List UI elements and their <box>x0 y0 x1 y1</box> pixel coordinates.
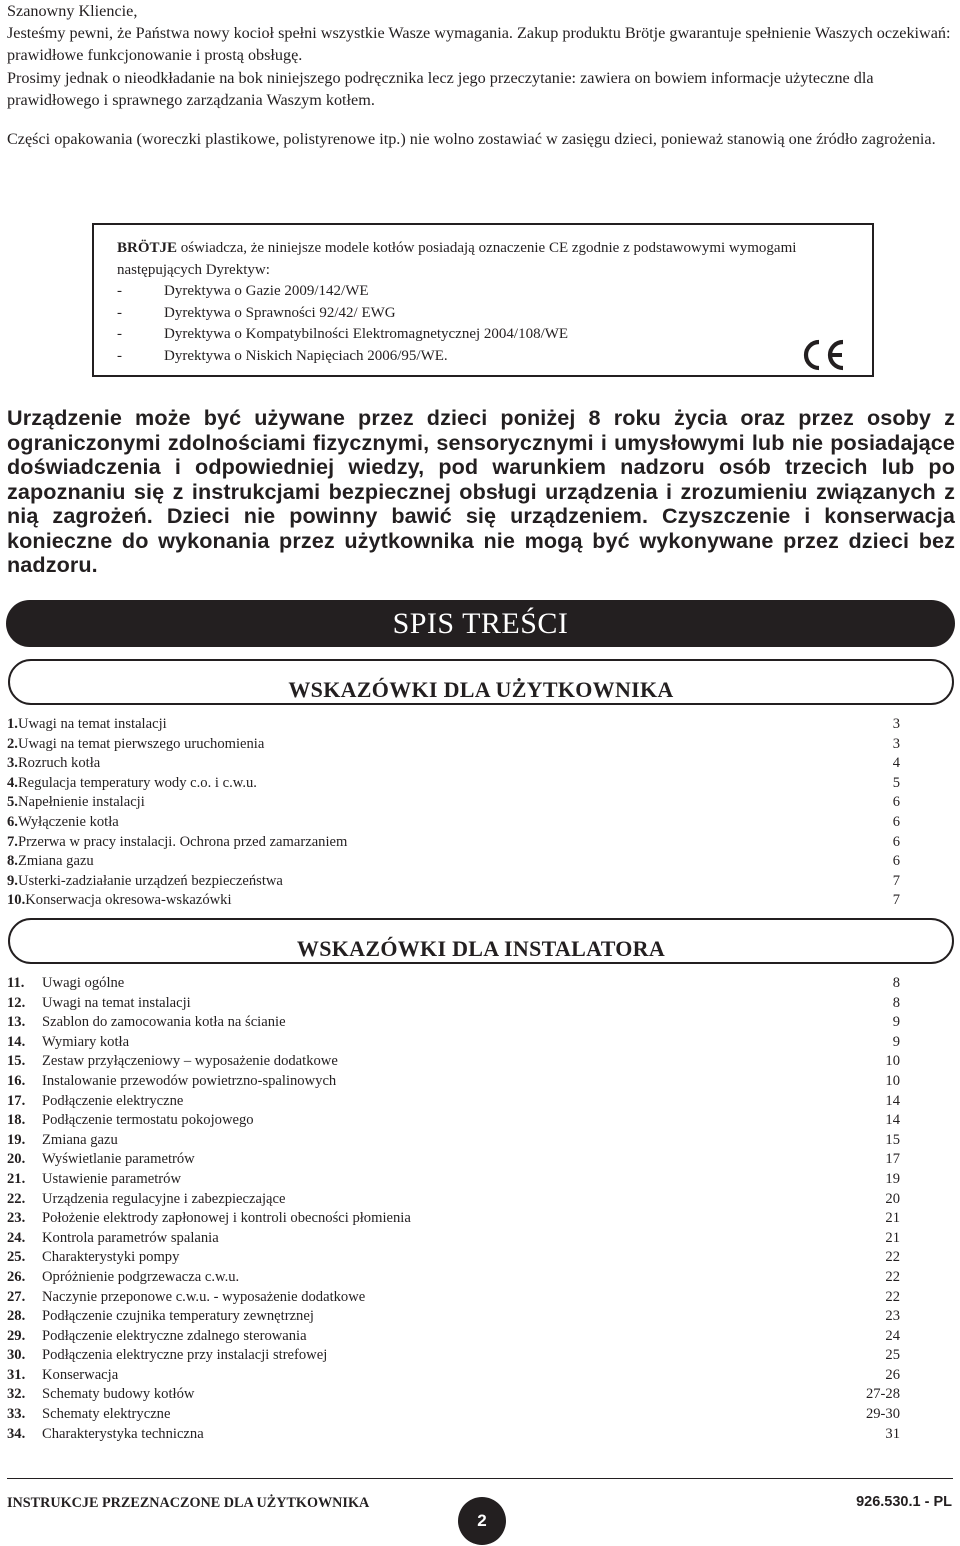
toc-entry-title: Podłączenie termostatu pokojowego <box>42 1112 254 1129</box>
toc-entry-page: 22 <box>885 1249 900 1266</box>
toc-entry-number: 8. <box>7 853 18 870</box>
user-section-heading <box>8 659 954 705</box>
toc-entry-number: 34. <box>7 1425 26 1442</box>
toc-entry-page: 7 <box>892 892 900 909</box>
toc-entry-page: 6 <box>892 833 900 850</box>
directive-text: Dyrektywa o Sprawności 92/42/ EWG <box>164 304 396 321</box>
toc-entry-title: Instalowanie przewodów powietrzno-spalinowych <box>42 1072 337 1089</box>
toc-entry-number: 22. <box>7 1190 26 1207</box>
toc-entry-page: 4 <box>892 755 900 772</box>
toc-entry-title: Przerwa w pracy instalacji. Ochrona przed zamarzaniem <box>17 833 348 850</box>
toc-entry-page: 14 <box>885 1092 900 1109</box>
toc-entry-page: 3 <box>892 735 900 752</box>
toc-entry-number: 1. <box>7 716 18 732</box>
toc-entry[interactable] <box>7 872 900 892</box>
toc-entry-number: 11. <box>7 975 25 991</box>
intro-paragraph-1: Jesteśmy pewni, że Państwa nowy kocioł spełni wszystkie Wasze wymagania. Zakup produktu Brötje gwarantuje spełnienie Waszych oczekiwań: prawidłowe funkcjonowanie i prostą obsługę. <box>7 24 951 65</box>
toc-entry-number: 13. <box>7 1014 26 1031</box>
toc-entry-page: 10 <box>885 1053 900 1070</box>
toc-entry[interactable] <box>7 1307 900 1327</box>
toc-entry-number: 14. <box>7 1033 26 1050</box>
toc-entry-number: 6. <box>7 813 18 830</box>
directive-item <box>117 324 857 346</box>
toc-entry[interactable] <box>7 1052 900 1072</box>
installer-toc-list <box>7 974 900 1444</box>
toc-entry-page: 8 <box>892 975 900 991</box>
toc-entry[interactable] <box>7 1092 900 1112</box>
intro-section <box>7 0 955 150</box>
toc-entry-page: 25 <box>885 1347 900 1364</box>
toc-entry-page: 26 <box>885 1366 900 1383</box>
toc-entry-page: 22 <box>885 1288 900 1305</box>
toc-entry-number: 17. <box>7 1092 26 1109</box>
toc-entry[interactable] <box>7 1327 900 1347</box>
toc-entry-title: Zmiana gazu <box>17 853 94 870</box>
toc-entry[interactable] <box>7 852 900 872</box>
toc-entry-title: Charakterystyka techniczna <box>42 1425 204 1442</box>
toc-entry-title: Rozruch kotła <box>17 755 101 772</box>
installer-section-heading <box>8 918 954 964</box>
directive-item <box>117 281 857 303</box>
toc-entry-number: 28. <box>7 1308 26 1325</box>
toc-entry-page: 19 <box>885 1170 900 1187</box>
toc-entry-page: 6 <box>892 853 900 870</box>
brand-name: BRÖTJE <box>117 240 178 256</box>
toc-entry-title: Charakterystyki pompy <box>42 1249 180 1266</box>
toc-entry-number: 21. <box>7 1170 26 1187</box>
ce-declaration-text <box>117 238 857 368</box>
ce-mark-icon <box>800 338 846 372</box>
toc-entry-page: 23 <box>885 1308 900 1325</box>
toc-entry[interactable] <box>7 1111 900 1131</box>
toc-entry-title: Wymiary kotła <box>42 1033 130 1050</box>
toc-entry-number: 31. <box>7 1366 26 1383</box>
intro-paragraph-2: Prosimy jednak o nieodkładanie na bok niniejszego podręcznika lecz jego przeczytanie: zawiera on bowiem informacje użyteczne dla prawidłowego i sprawnego zarządzania Waszym kotłem. <box>7 68 874 109</box>
toc-entry-page: 22 <box>885 1268 900 1285</box>
toc-entry-title: Uwagi na temat instalacji <box>17 716 167 732</box>
toc-entry-title: Regulacja temperatury wody c.o. i c.w.u. <box>17 774 257 791</box>
toc-entry-number: 23. <box>7 1210 26 1227</box>
toc-entry[interactable] <box>7 813 900 833</box>
toc-entry-number: 16. <box>7 1072 26 1089</box>
toc-entry-page: 17 <box>885 1151 900 1168</box>
toc-entry-number: 10. <box>7 892 26 909</box>
toc-entry-number: 15. <box>7 1053 26 1070</box>
directive-dash: - <box>117 283 122 300</box>
toc-entry[interactable] <box>7 715 900 735</box>
toc-entry-number: 25. <box>7 1249 26 1266</box>
toc-entry-page: 6 <box>892 794 900 811</box>
toc-entry[interactable] <box>7 1072 900 1092</box>
toc-entry[interactable] <box>7 1170 900 1190</box>
toc-entry-page: 9 <box>892 1033 900 1050</box>
toc-entry-title: Uwagi na temat pierwszego uruchomienia <box>17 735 265 752</box>
toc-entry-title: Usterki-zadziałanie urządzeń bezpieczeństwa <box>17 872 283 889</box>
declaration-statement <box>117 238 857 281</box>
directive-dash: - <box>117 326 122 343</box>
toc-entry-number: 32. <box>7 1386 26 1403</box>
toc-entry[interactable] <box>7 1288 900 1308</box>
toc-entry-number: 7. <box>7 833 18 850</box>
toc-entry[interactable] <box>7 1385 900 1405</box>
toc-entry[interactable] <box>7 891 900 911</box>
toc-entry-page: 29-30 <box>865 1406 900 1423</box>
directive-item <box>117 346 857 368</box>
toc-entry[interactable] <box>7 1405 900 1425</box>
toc-entry-page: 27-28 <box>865 1386 900 1403</box>
child-safety-warning: Urządzenie może być używane przez dzieci poniżej 8 roku życia oraz przez osoby z ograniczonymi zdolnościami fizycznymi, sensorycznymi i umysłowymi lub nie posiadające doświadczenia i odpowiedniej wiedzy, pod warunkiem nadzoru osób trzecich lub po zapoznaniu się z instrukcjami bezpiecznej obsługi urządzenia i zrozumieniu związanych z nią zagrożeń. Dzieci nie powinny bawić się urządzeniem. Czyszczenie i konserwacja konieczne do wykonania przez użytkownika nie mogą być wykonywane przez dzieci bez nadzoru. <box>7 405 955 577</box>
toc-entry-page: 6 <box>892 813 900 830</box>
toc-entry-title: Kontrola parametrów spalania <box>42 1229 219 1246</box>
toc-entry[interactable] <box>7 833 900 853</box>
toc-entry-title: Podłączenie elektryczne <box>42 1092 184 1109</box>
toc-entry-title: Położenie elektrody zapłonowej i kontroli obecności płomienia <box>42 1210 411 1227</box>
toc-entry-title: Wyłączenie kotła <box>17 813 119 830</box>
toc-entry-page: 14 <box>885 1112 900 1129</box>
toc-entry-page: 24 <box>885 1327 900 1344</box>
toc-entry[interactable] <box>7 1425 900 1445</box>
toc-entry-number: 27. <box>7 1288 26 1305</box>
toc-entry-title: Urządzenia regulacyjne i zabezpieczające <box>42 1190 286 1207</box>
toc-entry-page: 31 <box>885 1425 900 1442</box>
toc-entry-number: 3. <box>7 755 18 772</box>
directive-text: Dyrektywa o Niskich Napięciach 2006/95/WE. <box>164 347 448 364</box>
toc-entry-number: 29. <box>7 1327 26 1344</box>
toc-entry-number: 30. <box>7 1347 26 1364</box>
toc-entry-title: Szablon do zamocowania kotła na ścianie <box>42 1014 286 1031</box>
footer-divider <box>7 1478 953 1479</box>
toc-entry-title: Podłączenie czujnika temperatury zewnętrznej <box>42 1308 314 1325</box>
toc-entry-number: 18. <box>7 1112 26 1129</box>
toc-entry-number: 26. <box>7 1268 26 1285</box>
toc-entry-number: 4. <box>7 774 18 791</box>
toc-entry-title: Schematy budowy kotłów <box>42 1386 195 1403</box>
document-code: 926.530.1 - PL <box>856 1494 952 1510</box>
toc-entry-title: Konserwacja okresowa-wskazówki <box>25 892 232 909</box>
table-of-contents-title: SPIS TREŚCI <box>6 600 955 647</box>
toc-entry-page: 9 <box>892 1014 900 1031</box>
toc-entry[interactable] <box>7 1248 900 1268</box>
directive-dash: - <box>117 304 122 321</box>
toc-entry-page: 10 <box>885 1072 900 1089</box>
toc-entry[interactable] <box>7 994 900 1014</box>
toc-entry[interactable] <box>7 1013 900 1033</box>
toc-entry-page: 7 <box>892 872 900 889</box>
toc-entry-title: Schematy elektryczne <box>42 1406 171 1423</box>
directive-dash: - <box>117 347 122 364</box>
toc-entry[interactable] <box>7 1150 900 1170</box>
packaging-warning: Części opakowania (woreczki plastikowe, polistyrenowe itp.) nie wolno zostawiać w zasięgu dzieci, ponieważ stanowią one źródło zagrożenia. <box>7 130 936 149</box>
directive-text: Dyrektywa o Kompatybilności Elektromagnetycznej 2004/108/WE <box>164 326 569 343</box>
toc-entry-title: Zestaw przyłączeniowy – wyposażenie dodatkowe <box>42 1053 338 1070</box>
toc-entry-title: Opróżnienie podgrzewacza c.w.u. <box>42 1268 240 1285</box>
toc-entry-page: 3 <box>892 716 900 732</box>
directive-text: Dyrektywa o Gazie 2009/142/WE <box>164 283 369 300</box>
toc-entry-number: 24. <box>7 1229 26 1246</box>
declaration-body: oświadcza, że niniejsze modele kotłów posiadają oznaczenie CE zgodnie z podstawowymi wymogami następujących Dyrektyw: <box>117 240 797 278</box>
directive-item <box>117 303 857 325</box>
footer-audience-label: INSTRUKCJE PRZEZNACZONE DLA UŻYTKOWNIKA <box>7 1495 370 1511</box>
toc-entry-page: 5 <box>892 774 900 791</box>
directive-list <box>117 281 857 367</box>
toc-entry-title: Zmiana gazu <box>42 1131 118 1148</box>
toc-entry-number: 33. <box>7 1406 26 1423</box>
toc-entry-title: Podłączenie elektryczne zdalnego sterowania <box>42 1327 307 1344</box>
toc-entry-page: 15 <box>885 1131 900 1148</box>
toc-entry-title: Wyświetlanie parametrów <box>42 1151 195 1168</box>
toc-entry[interactable] <box>7 735 900 755</box>
toc-entry-number: 12. <box>7 994 26 1011</box>
toc-entry[interactable] <box>7 754 900 774</box>
toc-entry[interactable] <box>7 1033 900 1053</box>
page-number-badge: 2 <box>458 1497 506 1545</box>
toc-entry-number: 9. <box>7 872 18 889</box>
toc-entry[interactable] <box>7 1190 900 1210</box>
user-toc-list <box>7 715 900 911</box>
toc-entry[interactable] <box>7 774 900 794</box>
toc-entry-page: 8 <box>892 994 900 1011</box>
toc-entry-number: 19. <box>7 1131 26 1148</box>
toc-entry-title: Ustawienie parametrów <box>42 1170 181 1187</box>
greeting: Szanowny Kliencie, <box>7 2 138 20</box>
toc-entry-page: 20 <box>885 1190 900 1207</box>
user-section-heading-label: WSKAZÓWKI DLA UŻYTKOWNIKA <box>288 677 674 702</box>
toc-entry-title: Naczynie przeponowe c.w.u. - wyposażenie dodatkowe <box>42 1288 366 1305</box>
toc-entry[interactable] <box>7 1209 900 1229</box>
toc-entry-page: 21 <box>885 1210 900 1227</box>
toc-entry-title: Konserwacja <box>42 1366 119 1383</box>
toc-entry-number: 2. <box>7 735 18 752</box>
installer-section-heading-label: WSKAZÓWKI DLA INSTALATORA <box>296 936 666 961</box>
toc-entry[interactable] <box>7 1229 900 1249</box>
toc-entry[interactable] <box>7 793 900 813</box>
toc-entry[interactable] <box>7 1268 900 1288</box>
toc-entry[interactable] <box>7 1366 900 1386</box>
toc-entry[interactable] <box>7 1131 900 1151</box>
toc-entry-number: 20. <box>7 1151 26 1168</box>
toc-entry-title: Uwagi na temat instalacji <box>42 994 191 1011</box>
toc-entry[interactable] <box>7 1346 900 1366</box>
toc-entry-title: Napełnienie instalacji <box>17 794 145 811</box>
toc-entry-number: 5. <box>7 794 18 811</box>
toc-entry[interactable] <box>7 974 900 994</box>
toc-entry-title: Podłączenia elektryczne przy instalacji strefowej <box>42 1347 328 1364</box>
toc-entry-page: 21 <box>885 1229 900 1246</box>
toc-entry-title: Uwagi ogólne <box>42 975 125 991</box>
